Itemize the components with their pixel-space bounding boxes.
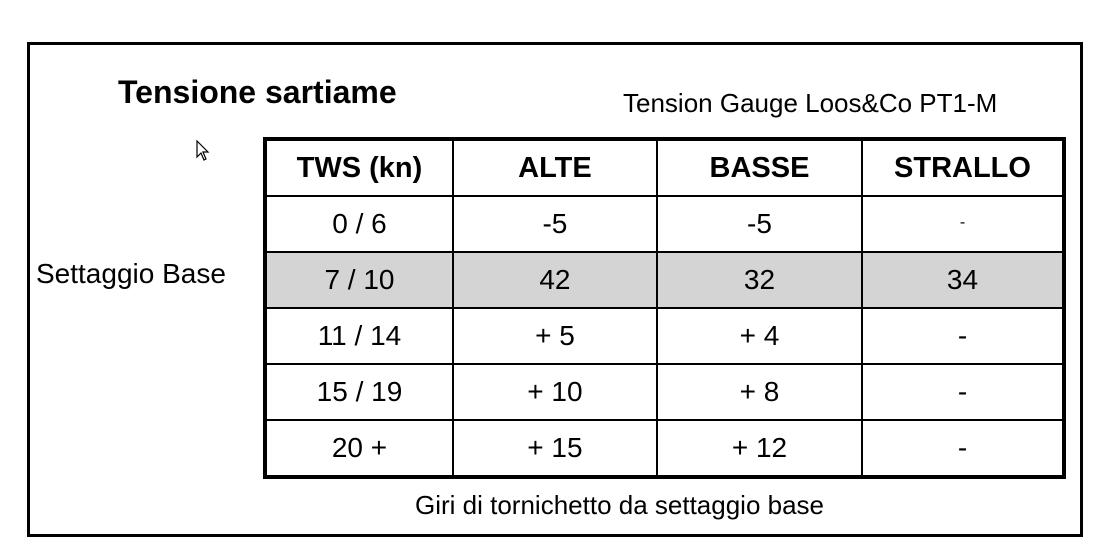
table-row-base-setting (265, 252, 1064, 308)
cell-tws: 20 + (265, 420, 453, 477)
header-basse: BASSE (657, 139, 862, 196)
cell-alte: + 15 (453, 420, 657, 477)
cell-alte: + 5 (453, 308, 657, 364)
header-tws: TWS (kn) (265, 139, 453, 196)
page-title: Tensione sartiame (118, 74, 397, 110)
cell-strallo: 34 (862, 252, 1064, 308)
header-alte: ALTE (453, 139, 657, 196)
cell-basse: 32 (657, 252, 862, 308)
table-row (265, 364, 1064, 420)
cell-strallo: - (862, 364, 1064, 420)
cell-alte: -5 (453, 196, 657, 252)
table-row (265, 420, 1064, 477)
cell-tws: 15 / 19 (265, 364, 453, 420)
mouse-pointer-icon (196, 140, 210, 162)
cell-basse: + 8 (657, 364, 862, 420)
cell-strallo: - (862, 308, 1064, 364)
cell-alte: + 10 (453, 364, 657, 420)
tension-table (263, 137, 1066, 479)
cell-tws: 11 / 14 (265, 308, 453, 364)
cell-basse: -5 (657, 196, 862, 252)
header-strallo: STRALLO (862, 139, 1064, 196)
cell-strallo: - (862, 420, 1064, 477)
table-header-row (265, 139, 1064, 196)
cell-strallo-value: - (959, 214, 966, 231)
cell-alte: 42 (453, 252, 657, 308)
table-row (265, 196, 1064, 252)
cell-tws: 7 / 10 (265, 252, 453, 308)
cell-tws: 0 / 6 (265, 196, 453, 252)
cell-basse: + 12 (657, 420, 862, 477)
cell-strallo (862, 196, 1064, 252)
gauge-model-label: Tension Gauge Loos&Co PT1-M (623, 88, 998, 118)
footnote: Giri di tornichetto da settaggio base (415, 490, 825, 520)
base-setting-label: Settaggio Base (36, 258, 226, 289)
cell-basse: + 4 (657, 308, 862, 364)
table-row (265, 308, 1064, 364)
